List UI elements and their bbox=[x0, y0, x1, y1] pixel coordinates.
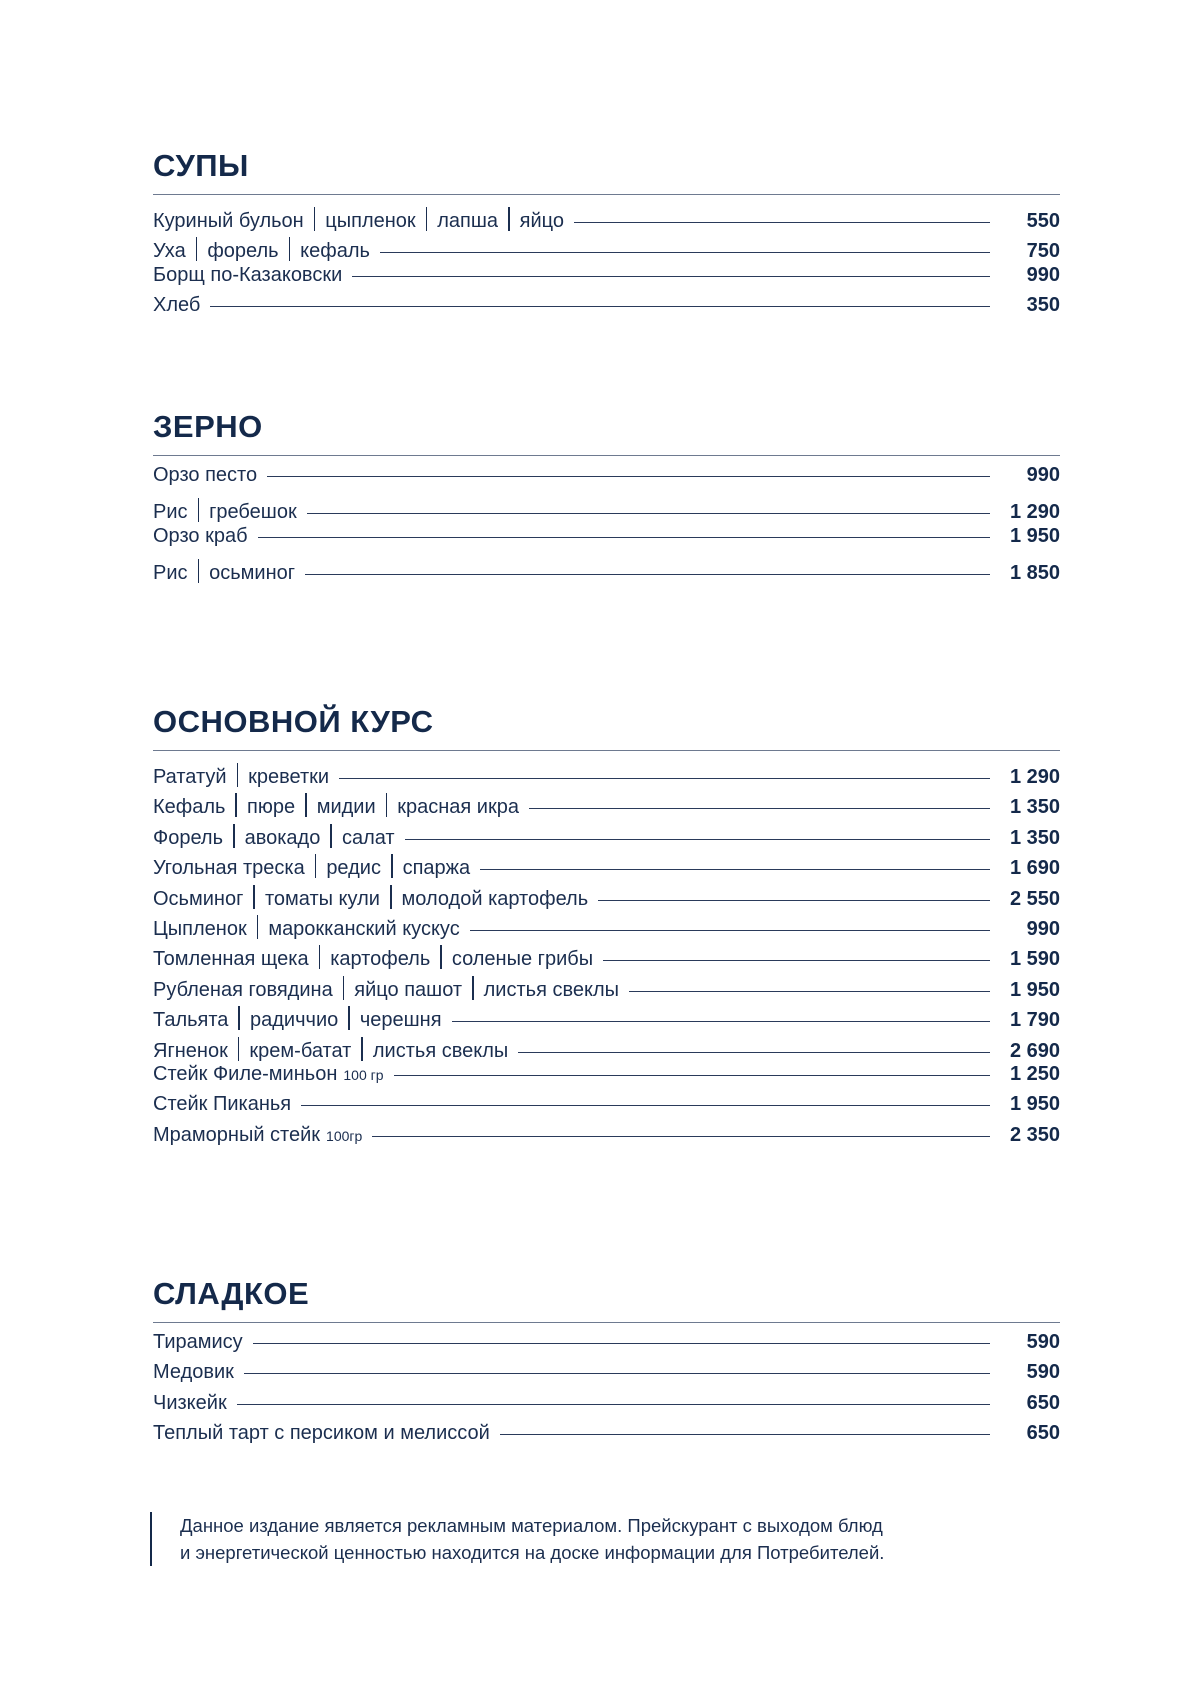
menu-item-part: радиччио bbox=[250, 1009, 339, 1032]
menu-item-part: молодой картофель bbox=[401, 887, 589, 910]
menu-item-part: салат bbox=[341, 826, 395, 849]
menu-item-name bbox=[153, 911, 460, 941]
leader-line bbox=[267, 476, 990, 477]
menu-item bbox=[153, 1392, 1060, 1422]
ingredient-separator bbox=[237, 763, 239, 787]
menu-items-list bbox=[153, 203, 1060, 325]
menu-item bbox=[153, 1093, 1060, 1123]
menu-item-part: цыпленок bbox=[325, 210, 416, 232]
menu-item-price: 1 350 bbox=[1009, 826, 1060, 849]
menu-items-list bbox=[153, 759, 1060, 1154]
menu-item bbox=[153, 1124, 1060, 1154]
ingredient-separator bbox=[257, 915, 259, 939]
menu-item-price: 590 bbox=[1026, 1361, 1060, 1384]
menu-item-name bbox=[153, 464, 257, 487]
menu-item-part: картофель bbox=[330, 948, 431, 971]
leader-line bbox=[253, 1343, 990, 1344]
leader-line bbox=[500, 1434, 990, 1435]
leader-line bbox=[339, 778, 990, 779]
menu-item bbox=[153, 911, 1060, 941]
menu-item-name bbox=[153, 555, 295, 585]
menu-item-price: 1 290 bbox=[1009, 766, 1060, 788]
leader-line bbox=[574, 222, 990, 223]
section-divider bbox=[153, 750, 1060, 751]
ingredient-separator bbox=[196, 237, 198, 261]
leader-line bbox=[480, 869, 990, 870]
leader-line bbox=[405, 839, 990, 840]
section-title: СЛАДКОЕ bbox=[153, 1276, 310, 1311]
menu-item-part: Орзо песто bbox=[153, 464, 258, 486]
menu-item-price: 2 690 bbox=[1009, 1039, 1060, 1062]
ingredient-separator bbox=[235, 793, 237, 817]
menu-item-part: Теплый тарт с персиком и мелиссой bbox=[153, 1422, 490, 1445]
leader-line bbox=[518, 1052, 990, 1053]
menu-item-name bbox=[153, 820, 395, 850]
ingredient-separator bbox=[390, 885, 392, 909]
menu-items-list bbox=[153, 1331, 1060, 1453]
leader-line bbox=[301, 1105, 990, 1106]
disclaimer-note bbox=[150, 1512, 1040, 1566]
leader-line bbox=[380, 252, 990, 253]
menu-item-name bbox=[153, 941, 593, 971]
menu-item bbox=[153, 264, 1060, 294]
section-desserts bbox=[153, 1274, 1060, 1453]
ingredient-separator bbox=[253, 885, 255, 909]
menu-item bbox=[153, 820, 1060, 850]
ingredient-separator bbox=[238, 1006, 240, 1030]
menu-item bbox=[153, 1002, 1060, 1032]
menu-item-part: лапша bbox=[437, 210, 499, 232]
leader-line bbox=[470, 930, 990, 931]
menu-item-price: 2 550 bbox=[1009, 887, 1060, 910]
menu-item-price: 1 850 bbox=[1009, 562, 1060, 585]
menu-item-part: авокадо bbox=[244, 826, 321, 849]
menu-item-price: 590 bbox=[1026, 1331, 1060, 1353]
menu-item-name bbox=[153, 494, 297, 524]
menu-item bbox=[153, 1422, 1060, 1452]
portion-note: 100 гр bbox=[343, 1066, 384, 1083]
ingredient-separator bbox=[348, 1006, 350, 1030]
menu-item-price: 750 bbox=[1026, 240, 1060, 263]
section-title: ОСНОВНОЙ КУРС bbox=[153, 704, 434, 739]
ingredient-separator bbox=[343, 976, 345, 1000]
menu-item bbox=[153, 881, 1060, 911]
menu-item bbox=[153, 203, 1060, 233]
menu-item-part: Орзо краб bbox=[153, 524, 248, 547]
menu-item-name bbox=[153, 1002, 442, 1032]
menu-item-part: кефаль bbox=[300, 240, 370, 263]
menu-item-name bbox=[153, 203, 564, 233]
ingredient-separator bbox=[305, 793, 307, 817]
menu-item bbox=[153, 294, 1060, 324]
menu-item-price: 1 790 bbox=[1009, 1009, 1060, 1032]
ingredient-separator bbox=[330, 824, 332, 848]
menu-item-part: листья свеклы bbox=[483, 978, 619, 1001]
leader-line bbox=[598, 900, 990, 901]
menu-item-price: 990 bbox=[1026, 917, 1060, 940]
leader-line bbox=[372, 1136, 990, 1137]
ingredient-separator bbox=[315, 854, 317, 878]
menu-items-list bbox=[153, 464, 1060, 586]
ingredient-separator bbox=[198, 498, 200, 522]
menu-item-part: марокканский кускус bbox=[268, 917, 460, 940]
leader-line bbox=[305, 574, 990, 575]
leader-line bbox=[452, 1021, 990, 1022]
menu-item-part: Угольная треска bbox=[153, 857, 305, 880]
menu-item-price: 2 350 bbox=[1009, 1123, 1060, 1146]
menu-item-part: Осьминог bbox=[153, 887, 244, 910]
menu-item bbox=[153, 1331, 1060, 1361]
menu-item-price: 1 950 bbox=[1009, 978, 1060, 1001]
section-divider bbox=[153, 1322, 1060, 1323]
menu-item-name bbox=[153, 1124, 362, 1147]
ingredient-separator bbox=[386, 793, 388, 817]
menu-item bbox=[153, 233, 1060, 263]
menu-item-price: 1 690 bbox=[1009, 857, 1060, 880]
menu-item-price: 1 950 bbox=[1009, 524, 1060, 547]
ingredient-separator bbox=[426, 207, 428, 231]
portion-note: 100гр bbox=[326, 1127, 363, 1144]
menu-item-part: крем-батат bbox=[249, 1039, 352, 1062]
ingredient-separator bbox=[391, 854, 393, 878]
menu-item-price: 990 bbox=[1026, 263, 1060, 286]
menu-item bbox=[153, 555, 1060, 585]
menu-item-part: Борщ по-Казаковски bbox=[153, 263, 343, 286]
menu-item-part: Тирамису bbox=[153, 1331, 243, 1353]
menu-item-part: Рис bbox=[153, 562, 188, 585]
menu-item-part: Стейк Филе-миньон bbox=[153, 1062, 338, 1085]
leader-line bbox=[352, 276, 990, 277]
menu-item-price: 350 bbox=[1026, 294, 1060, 317]
menu-item bbox=[153, 1033, 1060, 1063]
leader-line bbox=[394, 1075, 990, 1076]
menu-item-name bbox=[153, 1361, 234, 1384]
ingredient-separator bbox=[233, 824, 235, 848]
menu-item-name bbox=[153, 264, 342, 287]
section-title: СУПЫ bbox=[153, 148, 249, 183]
menu-item-price: 1 950 bbox=[1009, 1093, 1060, 1116]
menu-item-name bbox=[153, 1033, 508, 1063]
menu-item-part: Рис bbox=[153, 501, 188, 524]
menu-item-part: листья свеклы bbox=[372, 1039, 509, 1062]
menu-item-part: Медовик bbox=[153, 1361, 234, 1384]
menu-item-name bbox=[153, 789, 519, 819]
menu-item-part: Тальята bbox=[153, 1009, 229, 1032]
menu-item-part: соленые грибы bbox=[451, 948, 594, 971]
ingredient-separator bbox=[198, 559, 200, 583]
menu-item bbox=[153, 941, 1060, 971]
ingredient-separator bbox=[314, 207, 316, 231]
menu-item-part: мидии bbox=[316, 796, 376, 819]
menu-item-part: Хлеб bbox=[153, 294, 201, 317]
menu-item bbox=[153, 464, 1060, 494]
leader-line bbox=[210, 306, 990, 307]
ingredient-separator bbox=[289, 237, 291, 261]
menu-item-name bbox=[153, 1331, 243, 1354]
menu-item-name bbox=[153, 881, 588, 911]
menu-item-part: пюре bbox=[247, 796, 296, 819]
section-divider bbox=[153, 194, 1060, 195]
menu-item-name bbox=[153, 850, 470, 880]
menu-item-part: форель bbox=[207, 240, 279, 263]
menu-item-price: 550 bbox=[1026, 210, 1060, 232]
leader-line bbox=[237, 1404, 990, 1405]
menu-item-part: яйцо bbox=[519, 210, 565, 232]
menu-item bbox=[153, 972, 1060, 1002]
menu-item-part: томаты кули bbox=[264, 887, 380, 910]
menu-item-name bbox=[153, 525, 248, 548]
menu-item-part: креветки bbox=[248, 766, 330, 788]
menu-item bbox=[153, 494, 1060, 524]
menu-item-price: 1 290 bbox=[1009, 501, 1060, 524]
menu-item-part: Форель bbox=[153, 826, 223, 849]
menu-item-part: красная икра bbox=[397, 796, 519, 819]
menu-item-part: Кефаль bbox=[153, 796, 226, 819]
menu-item-part: Цыпленок bbox=[153, 917, 247, 940]
menu-item-price: 650 bbox=[1026, 1422, 1060, 1445]
disclaimer-line: и энергетической ценностью находится на доске информации для Потребителей. bbox=[180, 1542, 885, 1563]
ingredient-separator bbox=[472, 976, 474, 1000]
section-soups bbox=[153, 146, 1060, 325]
menu-item-part: Томленная щека bbox=[153, 948, 309, 971]
menu-item-name bbox=[153, 1392, 227, 1415]
ingredient-separator bbox=[440, 945, 442, 969]
menu-item bbox=[153, 759, 1060, 789]
menu-item-part: Рататуй bbox=[153, 766, 227, 788]
menu-item-name bbox=[153, 1422, 490, 1445]
menu-item-part: яйцо пашот bbox=[354, 978, 463, 1001]
menu-item-part: Ягненок bbox=[153, 1039, 228, 1062]
menu-item-part: Стейк Пиканья bbox=[153, 1093, 292, 1116]
leader-line bbox=[603, 960, 990, 961]
menu-item-part: гребешок bbox=[209, 501, 297, 524]
menu-item-part: Куриный бульон bbox=[153, 210, 304, 232]
menu-item-part: редис bbox=[326, 857, 381, 880]
menu-item-price: 990 bbox=[1026, 464, 1060, 486]
leader-line bbox=[244, 1373, 990, 1374]
menu-item-name bbox=[153, 1093, 291, 1116]
leader-line bbox=[629, 991, 990, 992]
menu-item-part: Рубленая говядина bbox=[153, 978, 333, 1001]
menu-item-name bbox=[153, 1063, 384, 1086]
menu-item bbox=[153, 525, 1060, 555]
ingredient-separator bbox=[361, 1037, 363, 1061]
menu-item-name bbox=[153, 972, 619, 1002]
ingredient-separator bbox=[238, 1037, 240, 1061]
menu-item-price: 650 bbox=[1026, 1391, 1060, 1414]
menu-item-part: Чизкейк bbox=[153, 1391, 227, 1414]
menu-item-price: 1 250 bbox=[1009, 1062, 1060, 1085]
menu-item bbox=[153, 1063, 1060, 1093]
menu-item bbox=[153, 1361, 1060, 1391]
menu-item-price: 1 350 bbox=[1009, 796, 1060, 819]
leader-line bbox=[258, 537, 990, 538]
leader-line bbox=[529, 808, 990, 809]
menu-item-part: черешня bbox=[359, 1009, 442, 1032]
menu-item-name bbox=[153, 233, 370, 263]
menu-item-part: Мраморный стейк bbox=[153, 1123, 321, 1146]
menu-item-name bbox=[153, 294, 200, 317]
menu-item-price: 1 590 bbox=[1009, 948, 1060, 971]
menu-item-part: спаржа bbox=[402, 857, 471, 880]
disclaimer-line: Данное издание является рекламным материалом. Прейскурант с выходом блюд bbox=[180, 1515, 883, 1536]
section-grains bbox=[153, 407, 1060, 586]
section-title: ЗЕРНО bbox=[153, 409, 263, 444]
ingredient-separator bbox=[319, 945, 321, 969]
section-divider bbox=[153, 455, 1060, 456]
menu-item bbox=[153, 789, 1060, 819]
menu-item bbox=[153, 850, 1060, 880]
menu-item-name bbox=[153, 759, 329, 789]
menu-item-part: Уха bbox=[153, 240, 186, 263]
ingredient-separator bbox=[508, 207, 510, 231]
section-main-course bbox=[153, 702, 1060, 1154]
menu-item-part: осьминог bbox=[209, 562, 296, 585]
leader-line bbox=[307, 513, 990, 514]
